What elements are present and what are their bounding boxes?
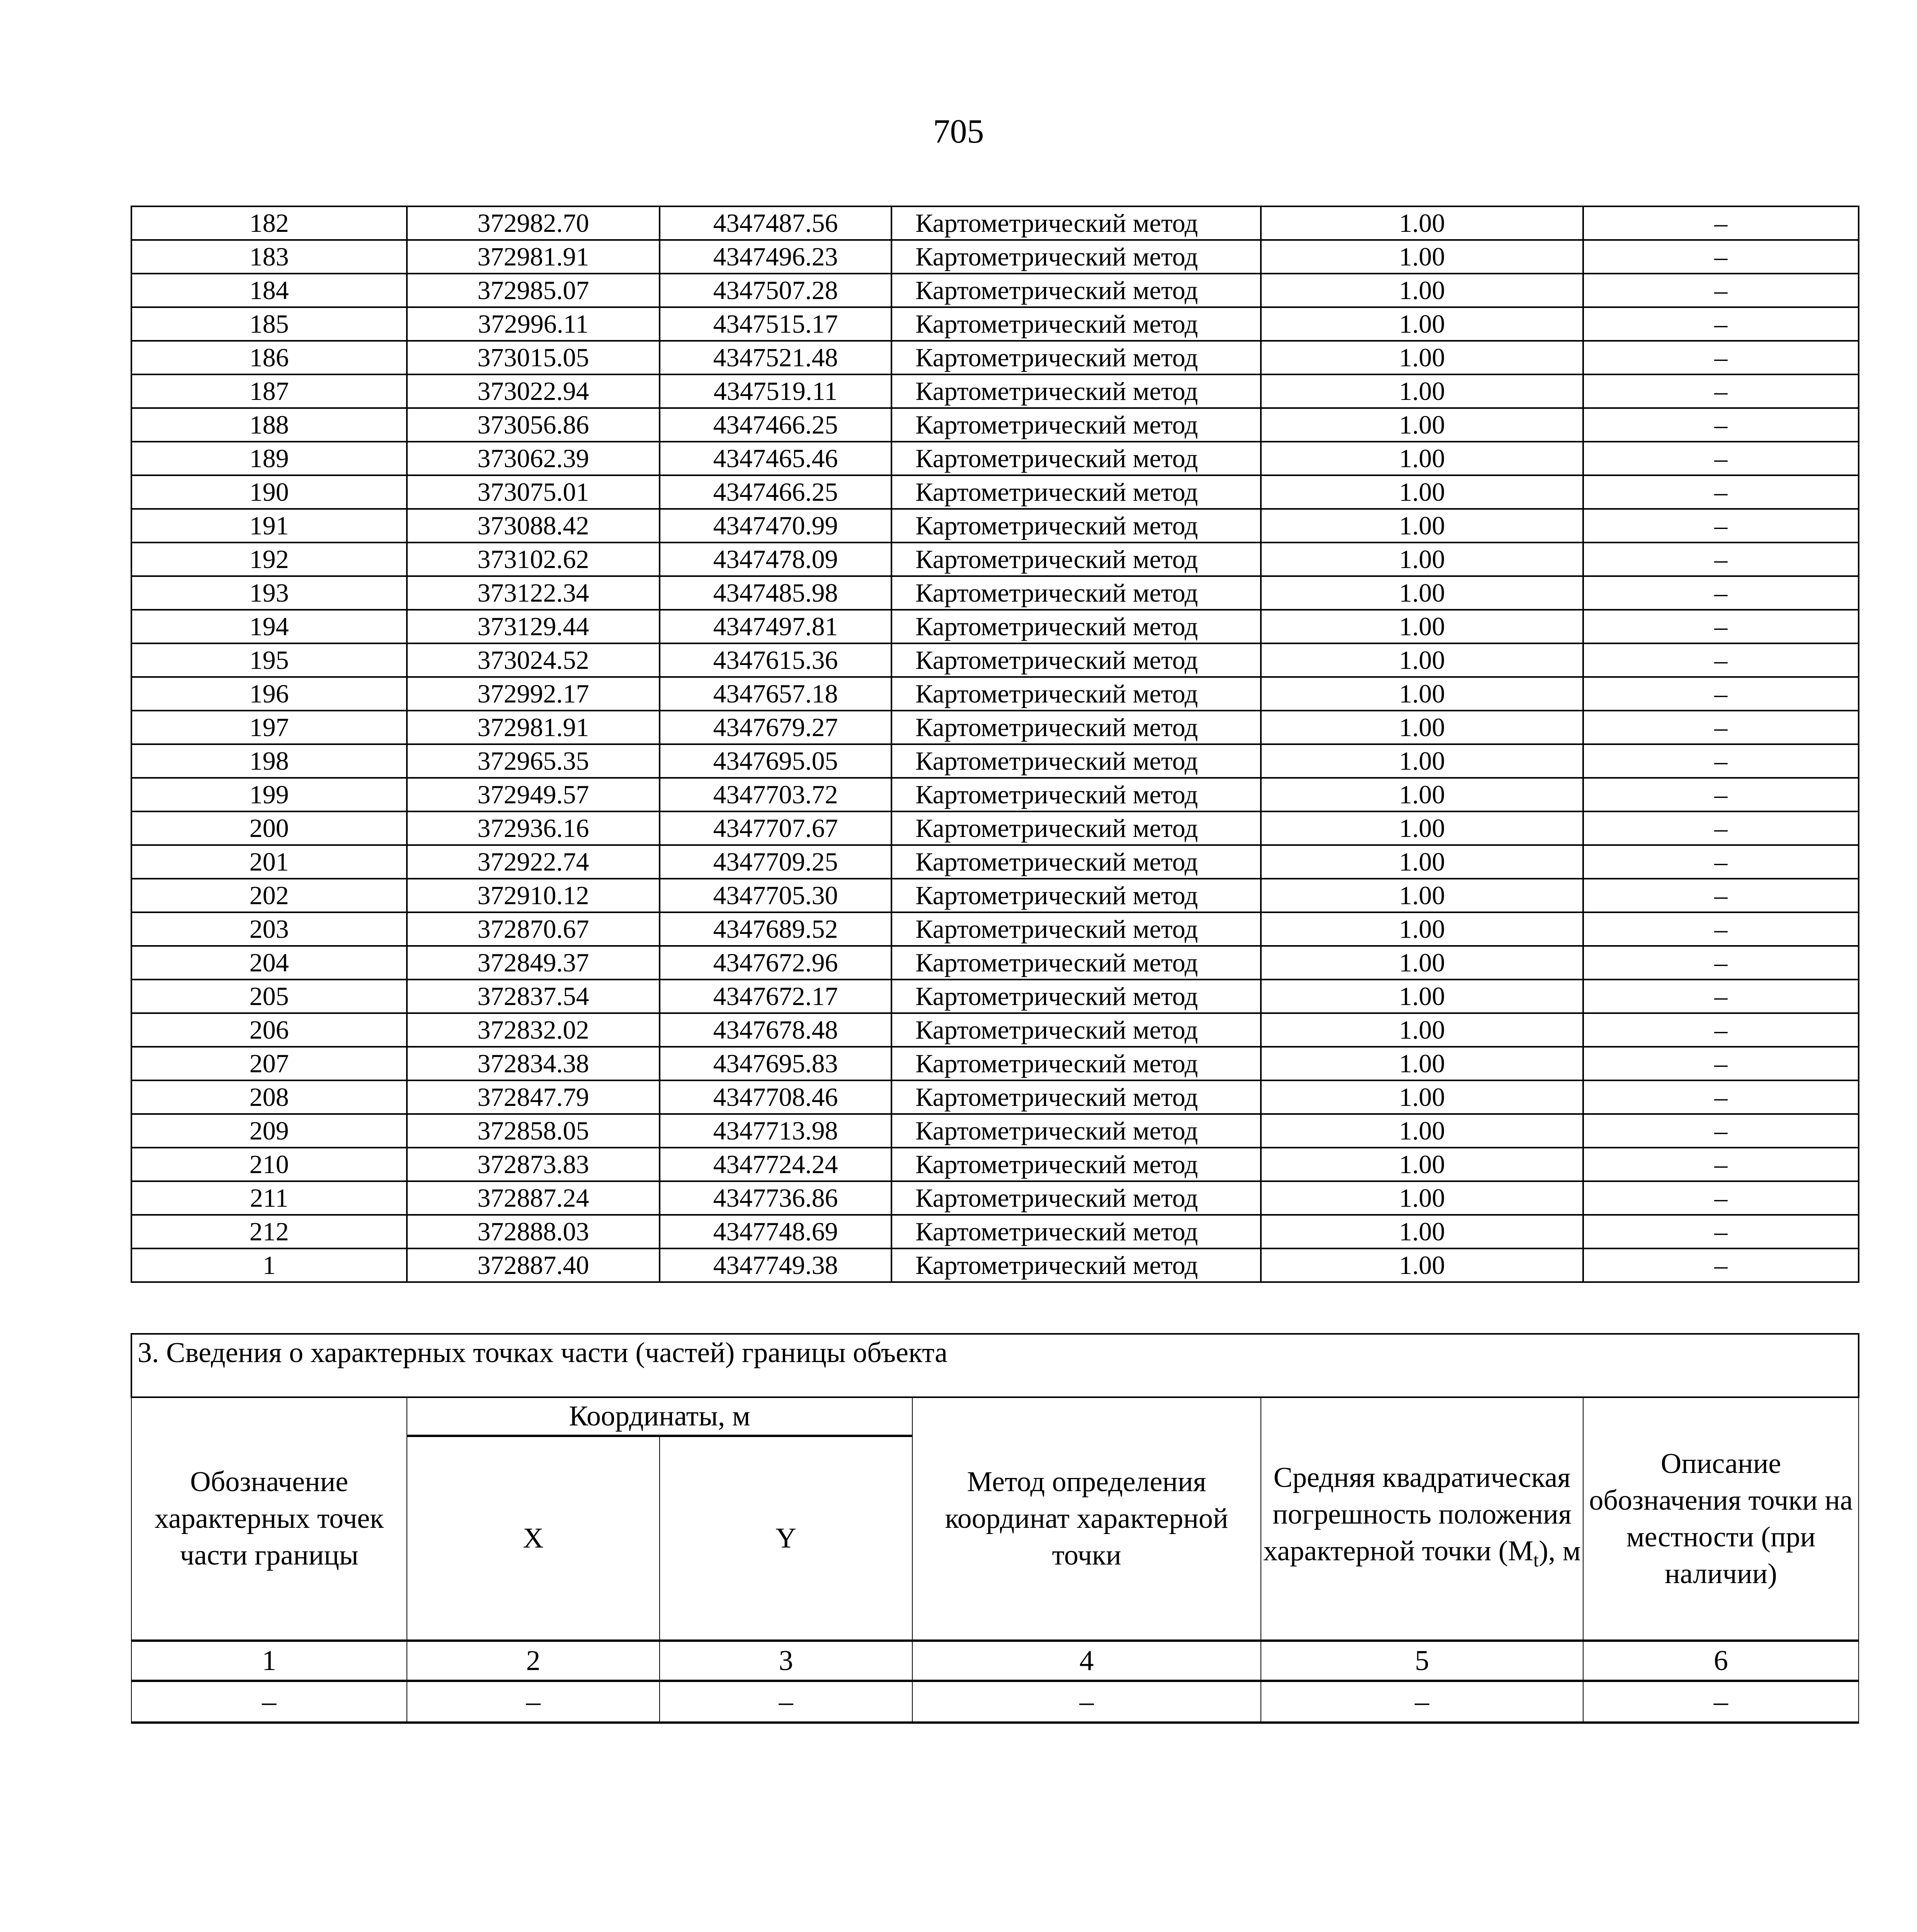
- header-description: Описание обозначения точки на местности (при наличии): [1583, 1397, 1859, 1641]
- error-value: 1.00: [1261, 980, 1583, 1013]
- table-row: [131, 811, 1859, 845]
- description: –: [1583, 1248, 1859, 1282]
- y-coordinate: 4347615.36: [660, 643, 891, 677]
- error-value: 1.00: [1261, 341, 1583, 374]
- x-coordinate: 373056.86: [407, 408, 660, 442]
- method: Картометрический метод: [891, 980, 1261, 1013]
- table-row: [131, 879, 1859, 912]
- description: –: [1583, 1181, 1859, 1215]
- part-boundary-table: [131, 1333, 1859, 1724]
- point-number: 187: [131, 374, 407, 408]
- y-coordinate: 4347515.17: [660, 307, 891, 341]
- y-coordinate: 4347695.05: [660, 744, 891, 778]
- method: Картометрический метод: [891, 576, 1261, 610]
- x-coordinate: 372965.35: [407, 744, 660, 778]
- point-number: 201: [131, 845, 407, 879]
- method: Картометрический метод: [891, 442, 1261, 475]
- table-row: [131, 509, 1859, 543]
- table-row: [131, 475, 1859, 509]
- method: Картометрический метод: [891, 711, 1261, 744]
- method: Картометрический метод: [891, 677, 1261, 711]
- error-value: 1.00: [1261, 1114, 1583, 1148]
- y-coordinate: 4347485.98: [660, 576, 891, 610]
- point-number: 207: [131, 1047, 407, 1080]
- y-coordinate: 4347657.18: [660, 677, 891, 711]
- description: –: [1583, 1013, 1859, 1047]
- x-coordinate: –: [407, 1681, 660, 1723]
- y-coordinate: 4347713.98: [660, 1114, 891, 1148]
- coordinates-table: [131, 206, 1859, 1283]
- error-value: 1.00: [1261, 811, 1583, 845]
- error-value: 1.00: [1261, 576, 1583, 610]
- description: –: [1583, 1681, 1859, 1723]
- description: –: [1583, 576, 1859, 610]
- method: Картометрический метод: [891, 1148, 1261, 1181]
- table-row: [131, 744, 1859, 778]
- column-number: 4: [912, 1641, 1261, 1681]
- header-method: Метод определения координат характерной точки: [912, 1397, 1261, 1641]
- error-value: –: [1261, 1681, 1583, 1723]
- y-coordinate: 4347672.17: [660, 980, 891, 1013]
- method: Картометрический метод: [891, 643, 1261, 677]
- method: Картометрический метод: [891, 879, 1261, 912]
- description: –: [1583, 1114, 1859, 1148]
- error-value: 1.00: [1261, 1013, 1583, 1047]
- error-value: 1.00: [1261, 206, 1583, 240]
- x-coordinate: 373088.42: [407, 509, 660, 543]
- x-coordinate: 372873.83: [407, 1148, 660, 1181]
- table-row: [131, 1047, 1859, 1080]
- error-value: 1.00: [1261, 475, 1583, 509]
- point-number: 198: [131, 744, 407, 778]
- method: Картометрический метод: [891, 374, 1261, 408]
- y-coordinate: 4347678.48: [660, 1013, 891, 1047]
- method: Картометрический метод: [891, 946, 1261, 980]
- description: –: [1583, 1215, 1859, 1248]
- y-coordinate: 4347470.99: [660, 509, 891, 543]
- point-number: 200: [131, 811, 407, 845]
- error-value: 1.00: [1261, 1248, 1583, 1282]
- error-value: 1.00: [1261, 744, 1583, 778]
- method: –: [912, 1681, 1261, 1723]
- error-value: 1.00: [1261, 1148, 1583, 1181]
- description: –: [1583, 1080, 1859, 1114]
- error-value: 1.00: [1261, 912, 1583, 946]
- point-number: 1: [131, 1248, 407, 1282]
- description: –: [1583, 408, 1859, 442]
- error-value: 1.00: [1261, 307, 1583, 341]
- x-coordinate: 373102.62: [407, 543, 660, 576]
- error-value: 1.00: [1261, 946, 1583, 980]
- method: Картометрический метод: [891, 912, 1261, 946]
- description: –: [1583, 543, 1859, 576]
- x-coordinate: 372922.74: [407, 845, 660, 879]
- point-number: 183: [131, 240, 407, 274]
- point-number: 188: [131, 408, 407, 442]
- x-coordinate: 373122.34: [407, 576, 660, 610]
- error-value: 1.00: [1261, 1047, 1583, 1080]
- x-coordinate: 372888.03: [407, 1215, 660, 1248]
- table-row: [131, 341, 1859, 374]
- description: –: [1583, 509, 1859, 543]
- column-numbers-row: [131, 1641, 1859, 1681]
- description: –: [1583, 811, 1859, 845]
- point-number: 206: [131, 1013, 407, 1047]
- description: –: [1583, 946, 1859, 980]
- table-row: [131, 307, 1859, 341]
- point-number: 203: [131, 912, 407, 946]
- x-coordinate: 372849.37: [407, 946, 660, 980]
- point-number: 190: [131, 475, 407, 509]
- y-coordinate: 4347705.30: [660, 879, 891, 912]
- x-coordinate: 372992.17: [407, 677, 660, 711]
- x-coordinate: 372834.38: [407, 1047, 660, 1080]
- x-coordinate: 372910.12: [407, 879, 660, 912]
- table-row: [131, 1248, 1859, 1282]
- table-row: [131, 946, 1859, 980]
- header-error: Средняя квадратическая погрешность положения характерной точки $(M_t)$, м: [1261, 1397, 1583, 1641]
- point-number: 196: [131, 677, 407, 711]
- description: –: [1583, 307, 1859, 341]
- error-value: 1.00: [1261, 408, 1583, 442]
- description: –: [1583, 1148, 1859, 1181]
- description: –: [1583, 677, 1859, 711]
- method: Картометрический метод: [891, 341, 1261, 374]
- x-coordinate: 372985.07: [407, 274, 660, 307]
- table-row: [131, 1215, 1859, 1248]
- point-number: 186: [131, 341, 407, 374]
- error-value: 1.00: [1261, 442, 1583, 475]
- point-number: –: [131, 1681, 407, 1723]
- y-coordinate: 4347707.67: [660, 811, 891, 845]
- method: Картометрический метод: [891, 307, 1261, 341]
- y-coordinate: 4347736.86: [660, 1181, 891, 1215]
- point-number: 182: [131, 206, 407, 240]
- point-number: 202: [131, 879, 407, 912]
- y-coordinate: 4347521.48: [660, 341, 891, 374]
- method: Картометрический метод: [891, 475, 1261, 509]
- description: –: [1583, 879, 1859, 912]
- method: Картометрический метод: [891, 206, 1261, 240]
- y-coordinate: 4347724.24: [660, 1148, 891, 1181]
- y-coordinate: 4347497.81: [660, 610, 891, 643]
- x-coordinate: 373075.01: [407, 475, 660, 509]
- method: Картометрический метод: [891, 811, 1261, 845]
- error-value: 1.00: [1261, 240, 1583, 274]
- method: Картометрический метод: [891, 845, 1261, 879]
- description: –: [1583, 1047, 1859, 1080]
- error-value: 1.00: [1261, 643, 1583, 677]
- y-coordinate: 4347466.25: [660, 408, 891, 442]
- x-coordinate: 372887.24: [407, 1181, 660, 1215]
- x-coordinate: 372936.16: [407, 811, 660, 845]
- point-number: 197: [131, 711, 407, 744]
- table-row: [131, 1080, 1859, 1114]
- point-number: 184: [131, 274, 407, 307]
- point-number: 208: [131, 1080, 407, 1114]
- y-coordinate: 4347465.46: [660, 442, 891, 475]
- table-row: [131, 274, 1859, 307]
- header-designation: Обозначение характерных точек части границы: [131, 1397, 407, 1641]
- point-number: 195: [131, 643, 407, 677]
- point-number: 193: [131, 576, 407, 610]
- table-row: [131, 206, 1859, 240]
- column-number: 6: [1583, 1641, 1859, 1681]
- page-number: 705: [933, 113, 984, 150]
- x-coordinate: 373015.05: [407, 341, 660, 374]
- error-value: 1.00: [1261, 374, 1583, 408]
- method: Картометрический метод: [891, 610, 1261, 643]
- x-coordinate: 372870.67: [407, 912, 660, 946]
- table-row: [131, 240, 1859, 274]
- error-value: 1.00: [1261, 509, 1583, 543]
- point-number: 194: [131, 610, 407, 643]
- error-value: 1.00: [1261, 845, 1583, 879]
- description: –: [1583, 442, 1859, 475]
- point-number: 210: [131, 1148, 407, 1181]
- table-row: [131, 677, 1859, 711]
- table-row: [131, 778, 1859, 811]
- table-row: [131, 1148, 1859, 1181]
- point-number: 205: [131, 980, 407, 1013]
- error-value: 1.00: [1261, 1215, 1583, 1248]
- x-coordinate: 372837.54: [407, 980, 660, 1013]
- x-coordinate: 373024.52: [407, 643, 660, 677]
- method: Картометрический метод: [891, 408, 1261, 442]
- point-number: 211: [131, 1181, 407, 1215]
- description: –: [1583, 206, 1859, 240]
- table-row: [131, 1114, 1859, 1148]
- point-number: 199: [131, 778, 407, 811]
- table-row: [131, 643, 1859, 677]
- x-coordinate: 373062.39: [407, 442, 660, 475]
- point-number: 191: [131, 509, 407, 543]
- header-coordinates: Координаты, м: [407, 1397, 912, 1436]
- method: Картометрический метод: [891, 1114, 1261, 1148]
- table-row: [131, 408, 1859, 442]
- point-number: 189: [131, 442, 407, 475]
- description: –: [1583, 643, 1859, 677]
- table-row: [131, 912, 1859, 946]
- table-row: [131, 576, 1859, 610]
- column-number: 5: [1261, 1641, 1583, 1681]
- x-coordinate: 372982.70: [407, 206, 660, 240]
- description: –: [1583, 475, 1859, 509]
- error-value: 1.00: [1261, 778, 1583, 811]
- y-coordinate: 4347672.96: [660, 946, 891, 980]
- description: –: [1583, 980, 1859, 1013]
- section-title: 3. Сведения о характерных точках части (частей) границы объекта: [131, 1334, 1859, 1397]
- x-coordinate: 372981.91: [407, 240, 660, 274]
- y-coordinate: 4347496.23: [660, 240, 891, 274]
- table-row: [131, 711, 1859, 744]
- table-row: [131, 610, 1859, 643]
- method: Картометрический метод: [891, 543, 1261, 576]
- header-y: Y: [660, 1436, 912, 1641]
- y-coordinate: 4347749.38: [660, 1248, 891, 1282]
- y-coordinate: 4347709.25: [660, 845, 891, 879]
- column-number: 1: [131, 1641, 407, 1681]
- x-coordinate: 373129.44: [407, 610, 660, 643]
- description: –: [1583, 711, 1859, 744]
- x-coordinate: 372981.91: [407, 711, 660, 744]
- point-number: 209: [131, 1114, 407, 1148]
- description: –: [1583, 341, 1859, 374]
- description: –: [1583, 744, 1859, 778]
- y-coordinate: 4347708.46: [660, 1080, 891, 1114]
- method: Картометрический метод: [891, 1181, 1261, 1215]
- table-row: [131, 543, 1859, 576]
- x-coordinate: 372847.79: [407, 1080, 660, 1114]
- x-coordinate: 372887.40: [407, 1248, 660, 1282]
- x-coordinate: 372949.57: [407, 778, 660, 811]
- point-number: 212: [131, 1215, 407, 1248]
- table-row: [131, 980, 1859, 1013]
- y-coordinate: 4347695.83: [660, 1047, 891, 1080]
- y-coordinate: 4347703.72: [660, 778, 891, 811]
- table-row: [131, 845, 1859, 879]
- error-value: 1.00: [1261, 677, 1583, 711]
- description: –: [1583, 778, 1859, 811]
- x-coordinate: 373022.94: [407, 374, 660, 408]
- x-coordinate: 372832.02: [407, 1013, 660, 1047]
- method: Картометрический метод: [891, 240, 1261, 274]
- method: Картометрический метод: [891, 1080, 1261, 1114]
- y-coordinate: 4347748.69: [660, 1215, 891, 1248]
- method: Картометрический метод: [891, 744, 1261, 778]
- method: Картометрический метод: [891, 778, 1261, 811]
- point-number: 192: [131, 543, 407, 576]
- method: Картометрический метод: [891, 274, 1261, 307]
- description: –: [1583, 912, 1859, 946]
- column-number: 3: [660, 1641, 912, 1681]
- method: Картометрический метод: [891, 1013, 1261, 1047]
- y-coordinate: 4347679.27: [660, 711, 891, 744]
- y-coordinate: 4347519.11: [660, 374, 891, 408]
- method: Картометрический метод: [891, 509, 1261, 543]
- y-coordinate: 4347487.56: [660, 206, 891, 240]
- error-value: 1.00: [1261, 879, 1583, 912]
- description: –: [1583, 374, 1859, 408]
- method: Картометрический метод: [891, 1215, 1261, 1248]
- table-row: [131, 1013, 1859, 1047]
- point-number: 204: [131, 946, 407, 980]
- table-row: [131, 1181, 1859, 1215]
- table-row: [131, 1681, 1859, 1723]
- y-coordinate: 4347466.25: [660, 475, 891, 509]
- description: –: [1583, 610, 1859, 643]
- method: Картометрический метод: [891, 1047, 1261, 1080]
- description: –: [1583, 240, 1859, 274]
- column-number: 2: [407, 1641, 660, 1681]
- point-number: 185: [131, 307, 407, 341]
- error-value: 1.00: [1261, 1080, 1583, 1114]
- x-coordinate: 372858.05: [407, 1114, 660, 1148]
- error-value: 1.00: [1261, 1181, 1583, 1215]
- y-coordinate: –: [660, 1681, 912, 1723]
- description: –: [1583, 845, 1859, 879]
- table-row: [131, 374, 1859, 408]
- header-x: X: [407, 1436, 660, 1641]
- error-value: 1.00: [1261, 543, 1583, 576]
- error-value: 1.00: [1261, 711, 1583, 744]
- error-value: 1.00: [1261, 274, 1583, 307]
- y-coordinate: 4347478.09: [660, 543, 891, 576]
- description: –: [1583, 274, 1859, 307]
- method: Картометрический метод: [891, 1248, 1261, 1282]
- y-coordinate: 4347689.52: [660, 912, 891, 946]
- x-coordinate: 372996.11: [407, 307, 660, 341]
- y-coordinate: 4347507.28: [660, 274, 891, 307]
- table-row: [131, 442, 1859, 475]
- error-value: 1.00: [1261, 610, 1583, 643]
